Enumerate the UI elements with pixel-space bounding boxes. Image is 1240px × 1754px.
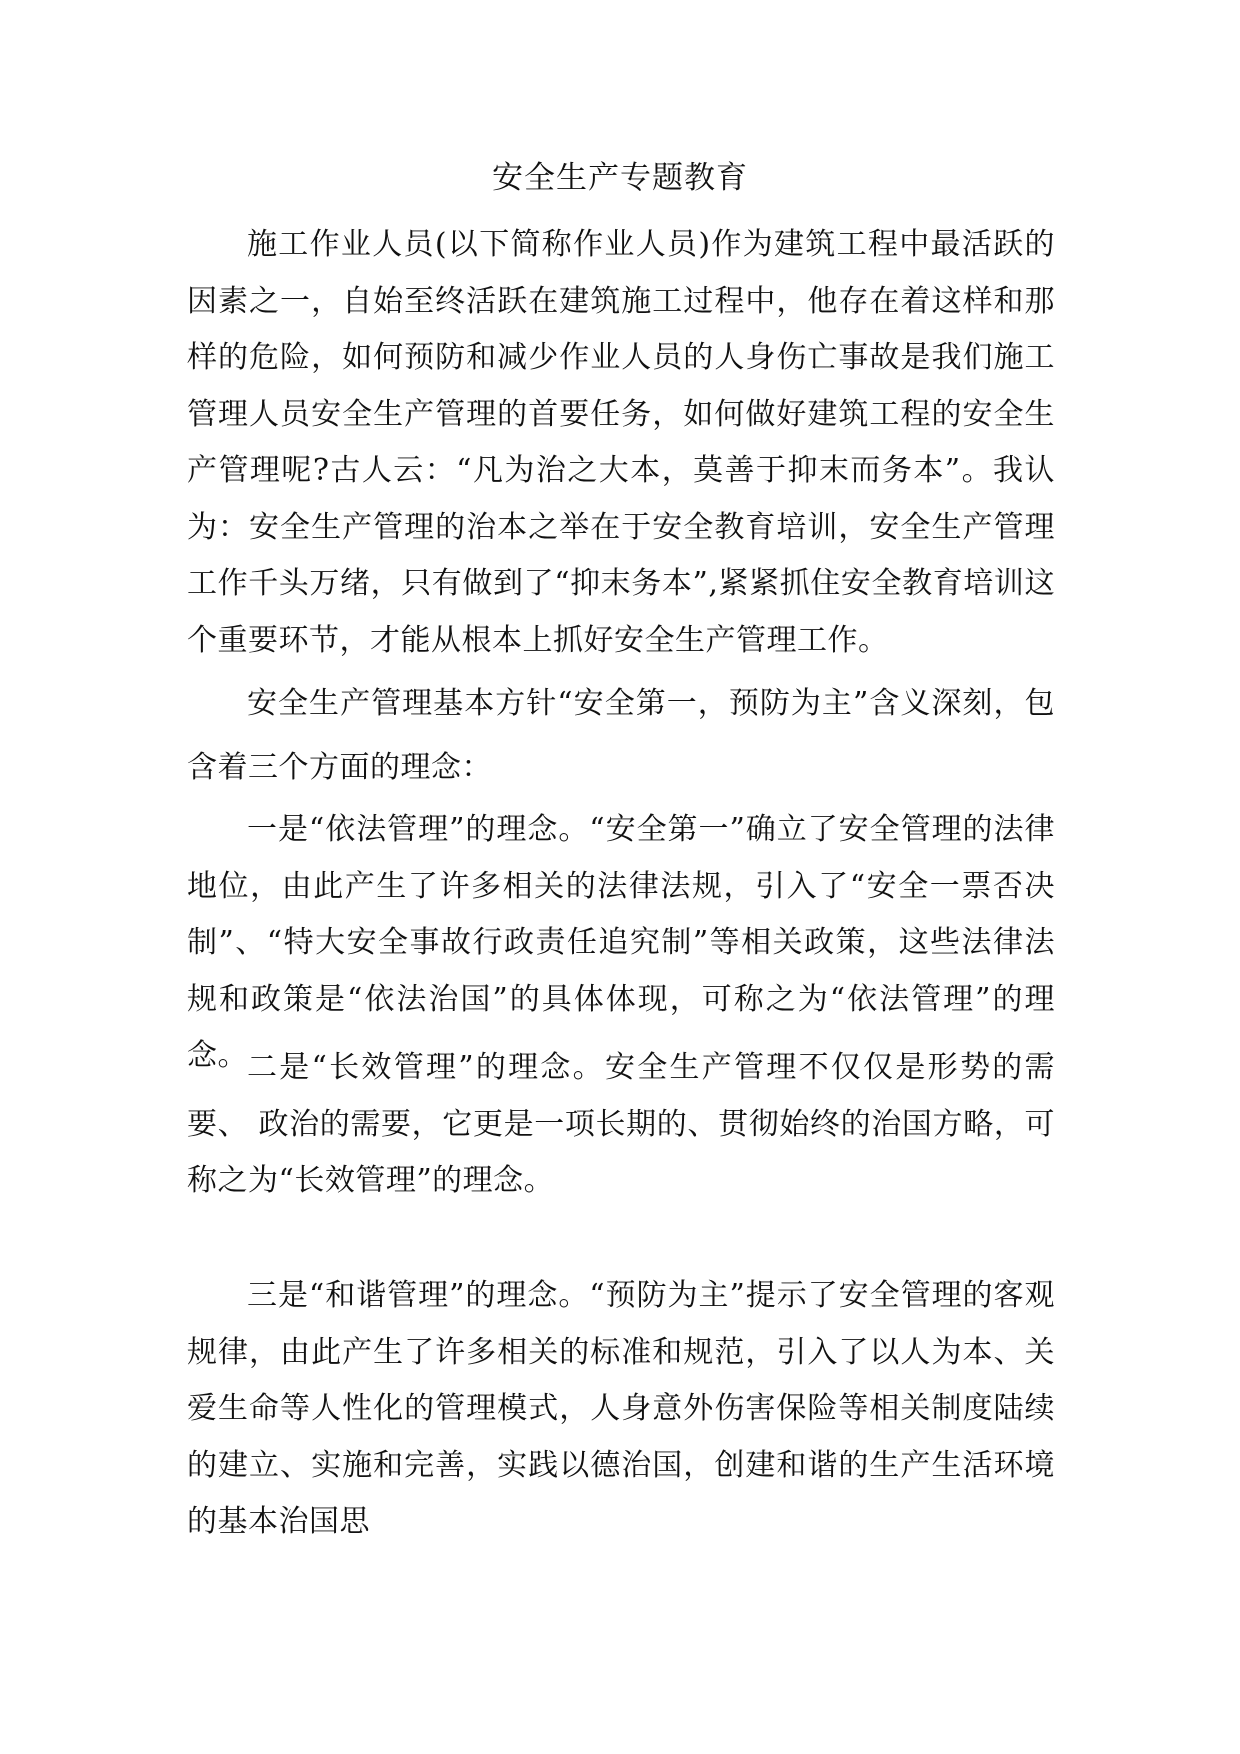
paragraph-long-term-management: 二是“长效管理”的理念。安全生产管理不仅仅是形势的需要、 政治的需要，它更是一项长期的、贯彻始终的治国方略，可称之为“长效管理”的理念。 xyxy=(187,1050,1055,1198)
paragraph-block xyxy=(187,1268,1055,1551)
paragraph-policy: 安全生产管理基本方针“安全第一，预防为主”含义深刻，包含着三个方面的理念： xyxy=(187,686,1055,785)
paragraph-introduction: 施工作业人员(以下简称作业人员)作为建筑工程中最活跃的因素之一，自始至终活跃在建筑施工过程中，他存在着这样和那样的危险，如何预防和减少作业人员的人身伤亡事故是我们施工管理人员安全生产管理的首要任务，如何做好建筑工程的安全生产管理呢?古人云：“凡为治之大本，莫善于抑末而务本”。我认为：安全生产管理的治本之举在于安全教育培训，安全生产管理工作千头万绪，只有做到了“抑末务本”,紧紧抓住安全教育培训这个重要环节，才能从根本上抓好安全生产管理工作。 xyxy=(187,227,1055,658)
paragraph-block xyxy=(187,1040,1055,1210)
document-title: 安全生产专题教育 xyxy=(492,160,748,196)
paragraph-legal-management: 一是“依法管理”的理念。“安全第一”确立了安全管理的法律地位，由此产生了许多相关的法律法规，引入了“安全一票否决制”、“特大安全事故行政责任追究制”等相关政策，这些法律法规和政策是“依法治国”的具体体现，可称之为“依法管理”的理念。 xyxy=(187,812,1055,1073)
paragraph-block xyxy=(187,217,1055,669)
paragraph-harmonious-management: 三是“和谐管理”的理念。“预防为主”提示了安全管理的客观规律，由此产生了许多相关的标准和规范，引入了以人为本、关爱生命等人性化的管理模式，人身意外伤害保险等相关制度陆续的建立、实施和完善，实践以德治国，创建和谐的生产生活环境的基本治国思 xyxy=(187,1278,1055,1539)
paragraph-block xyxy=(187,672,1055,800)
